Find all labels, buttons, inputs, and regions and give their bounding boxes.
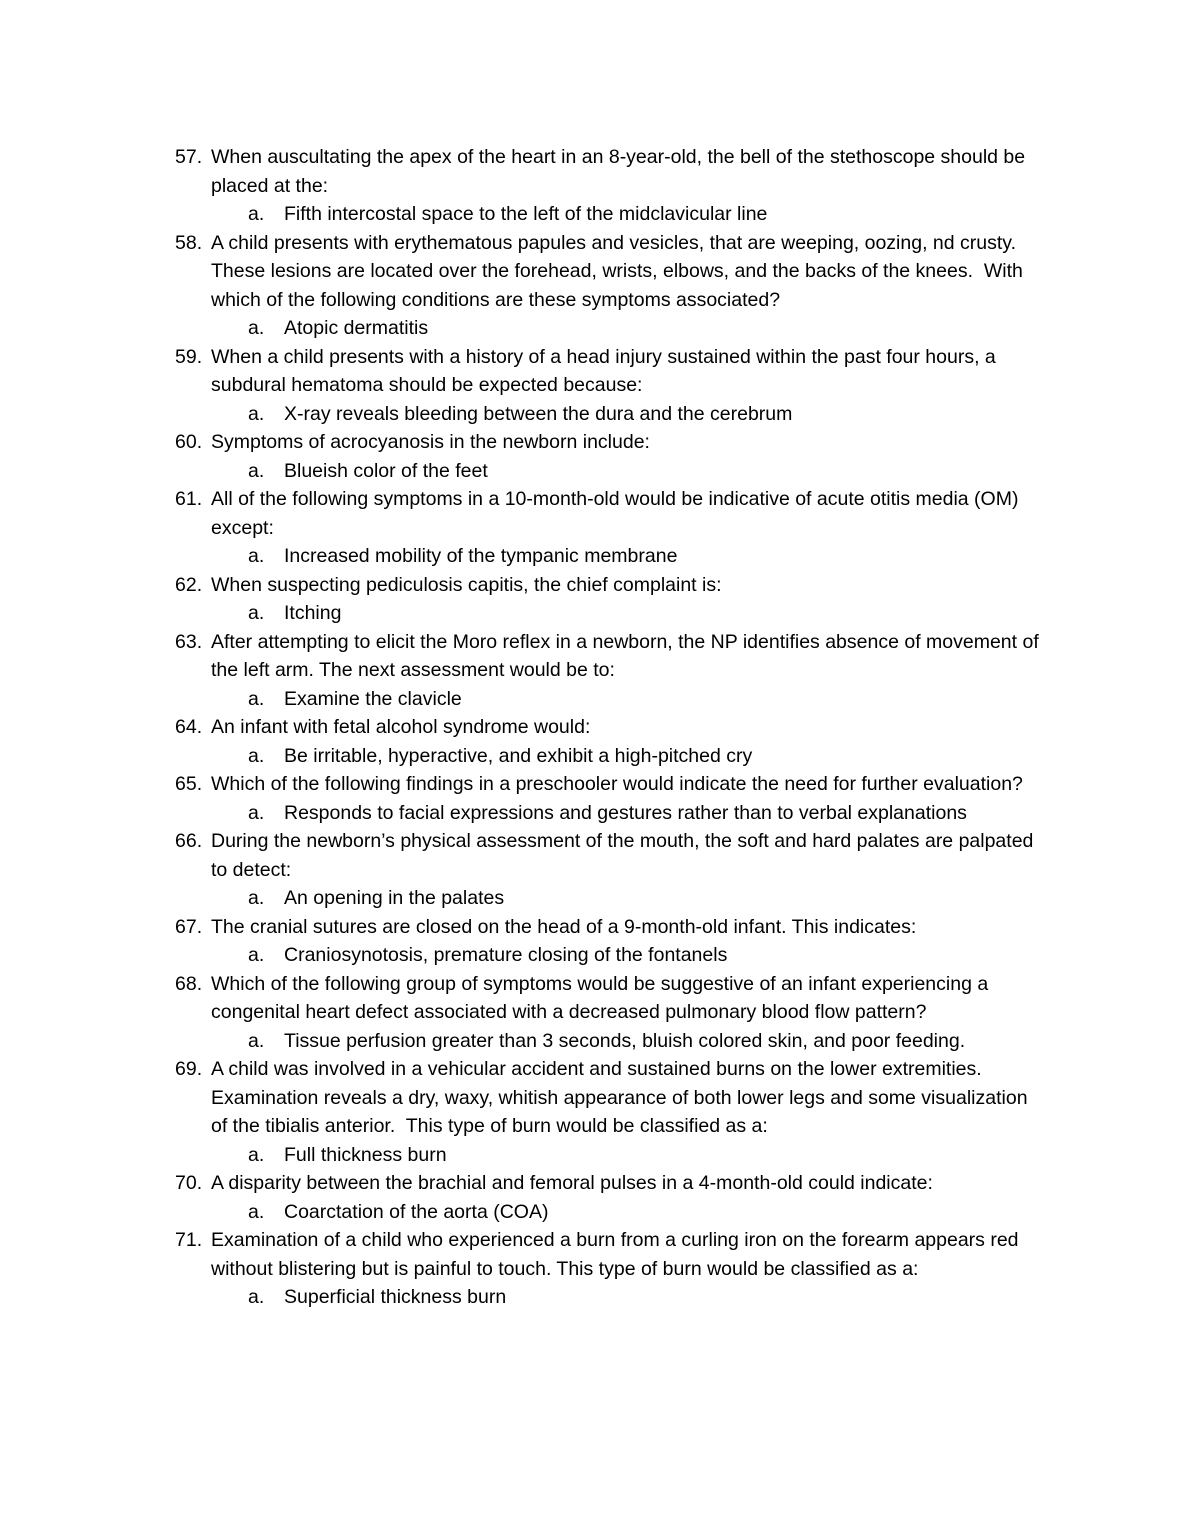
answer-label: a. [248,203,265,225]
question-text: A child was involved in a vehicular accident and sustained burns on the lower extremities. Examination reveals a dry, waxy, whitish appearance of both lower legs and some visualization of the tibialis anterior. This type of burn would be classified as a: [211,1058,1033,1137]
answer-row [248,400,1043,429]
question-item [175,1226,1043,1312]
answer-text: Atopic dermatitis [284,317,429,339]
answer-label: a. [248,602,265,624]
answer-row [248,1283,1043,1312]
question-text: Examination of a child who experienced a burn from a curling iron on the forearm appears red without blistering but is painful to touch. This type of burn would be classified as a: [211,1229,1024,1280]
answer-label: a. [248,1286,265,1308]
answer-text: Responds to facial expressions and gestures rather than to verbal explanations [284,801,967,824]
answer-row [248,685,1043,714]
answer-text: Coarctation of the aorta (COA) [284,1200,549,1223]
answer-label: a. [248,1200,265,1223]
question-text: Which of the following group of symptoms would be suggestive of an infant experiencing a congenital heart defect associated with a decreased pulmonary blood flow pattern? [211,972,994,1023]
question-item [175,428,1043,485]
answer-row [248,884,1043,913]
answer-label: a. [248,744,265,767]
question-text: A child presents with erythematous papules and vesicles, that are weeping, oozing, nd crusty. These lesions are located over the forehead, wrists, elbows, and the backs of the knees. With which of the following conditions are these symptoms associated? [211,231,1029,311]
answer-text: Examine the clavicle [284,687,462,710]
question-content [211,343,1043,429]
question-item [175,143,1043,229]
question-content [211,229,1043,343]
question-number: 61. [175,488,203,510]
question-number: 65. [175,773,203,795]
question-text: During the newborn’s physical assessment of the mouth, the soft and hard palates are palpated to detect: [211,830,1039,881]
question-number: 67. [175,915,203,938]
question-item [175,343,1043,429]
question-content [211,143,1043,229]
answer-row [248,1141,1043,1170]
answer-label: a. [248,1029,265,1052]
answer-row [248,599,1043,628]
answer-row [248,542,1043,571]
question-text: An infant with fetal alcohol syndrome would: [211,716,591,738]
question-number: 62. [175,573,203,596]
question-item [175,485,1043,571]
question-item [175,571,1043,628]
question-item [175,229,1043,343]
answer-row [248,941,1043,970]
answer-label: a. [248,801,265,824]
answer-row [248,1027,1043,1056]
question-number: 71. [175,1229,203,1251]
question-content [211,970,1043,1056]
answer-text: Be irritable, hyperactive, and exhibit a high-pitched cry [284,744,753,767]
question-number: 68. [175,972,203,995]
question-number: 57. [175,146,203,168]
question-number: 59. [175,345,203,368]
question-content [211,571,1043,628]
answer-text: Tissue perfusion greater than 3 seconds, bluish colored skin, and poor feeding. [284,1029,966,1052]
question-text: All of the following symptoms in a 10-month-old would be indicative of acute otitis media (OM) except: [211,488,1024,539]
answer-row [248,1198,1043,1227]
answer-row [248,200,1043,229]
answer-label: a. [248,402,265,425]
question-item [175,1169,1043,1226]
answer-label: a. [248,687,265,710]
answer-text: X-ray reveals bleeding between the dura and the cerebrum [284,402,793,425]
question-item [175,970,1043,1056]
question-text: When auscultating the apex of the heart in an 8-year-old, the bell of the stethoscope should be placed at the: [211,146,1031,197]
question-content [211,827,1043,913]
answer-label: a. [248,1143,265,1166]
question-number: 69. [175,1058,203,1080]
answer-row [248,314,1043,343]
answer-row [248,457,1043,486]
question-number: 58. [175,231,203,254]
question-item [175,770,1043,827]
answer-text: Superficial thickness burn [284,1286,507,1308]
answer-label: a. [248,944,265,966]
answer-row [248,742,1043,771]
question-text: Symptoms of acrocyanosis in the newborn include: [211,431,650,453]
answer-text: Craniosynotosis, premature closing of the fontanels [284,944,728,966]
question-content [211,1169,1043,1226]
answer-text: Blueish color of the feet [284,459,488,482]
question-content [211,913,1043,970]
question-content [211,485,1043,571]
question-text: Which of the following findings in a preschooler would indicate the need for further evaluation? [211,773,1023,795]
question-text: When a child presents with a history of a head injury sustained within the past four hours, a subdural hematoma should be expected because: [211,345,1002,396]
question-content [211,428,1043,485]
question-item [175,628,1043,714]
question-number: 63. [175,630,203,653]
question-item [175,827,1043,913]
question-item [175,713,1043,770]
answer-label: a. [248,545,265,567]
question-content [211,1055,1043,1169]
answer-row [248,799,1043,828]
question-item [175,1055,1043,1169]
question-content [211,1226,1043,1312]
answer-text: Full thickness burn [284,1143,447,1166]
question-item [175,913,1043,970]
answer-text: Itching [284,602,342,624]
question-number: 64. [175,716,203,738]
question-text: A disparity between the brachial and femoral pulses in a 4-month-old could indicate: [211,1172,933,1194]
answer-label: a. [248,887,265,909]
answer-label: a. [248,317,265,339]
question-number: 66. [175,830,203,852]
question-text: The cranial sutures are closed on the head of a 9-month-old infant. This indicates: [211,915,917,938]
answer-label: a. [248,459,265,482]
answer-text: Fifth intercostal space to the left of the midclavicular line [284,203,768,225]
question-number: 60. [175,431,203,453]
answer-text: An opening in the palates [284,887,505,909]
question-number: 70. [175,1172,203,1194]
question-content [211,713,1043,770]
question-text: When suspecting pediculosis capitis, the chief complaint is: [211,573,722,596]
question-content [211,628,1043,714]
question-content [211,770,1043,827]
question-text: After attempting to elicit the Moro reflex in a newborn, the NP identifies absence of movement of the left arm. The next assessment would be to: [211,630,1045,681]
answer-text: Increased mobility of the tympanic membrane [284,545,678,567]
